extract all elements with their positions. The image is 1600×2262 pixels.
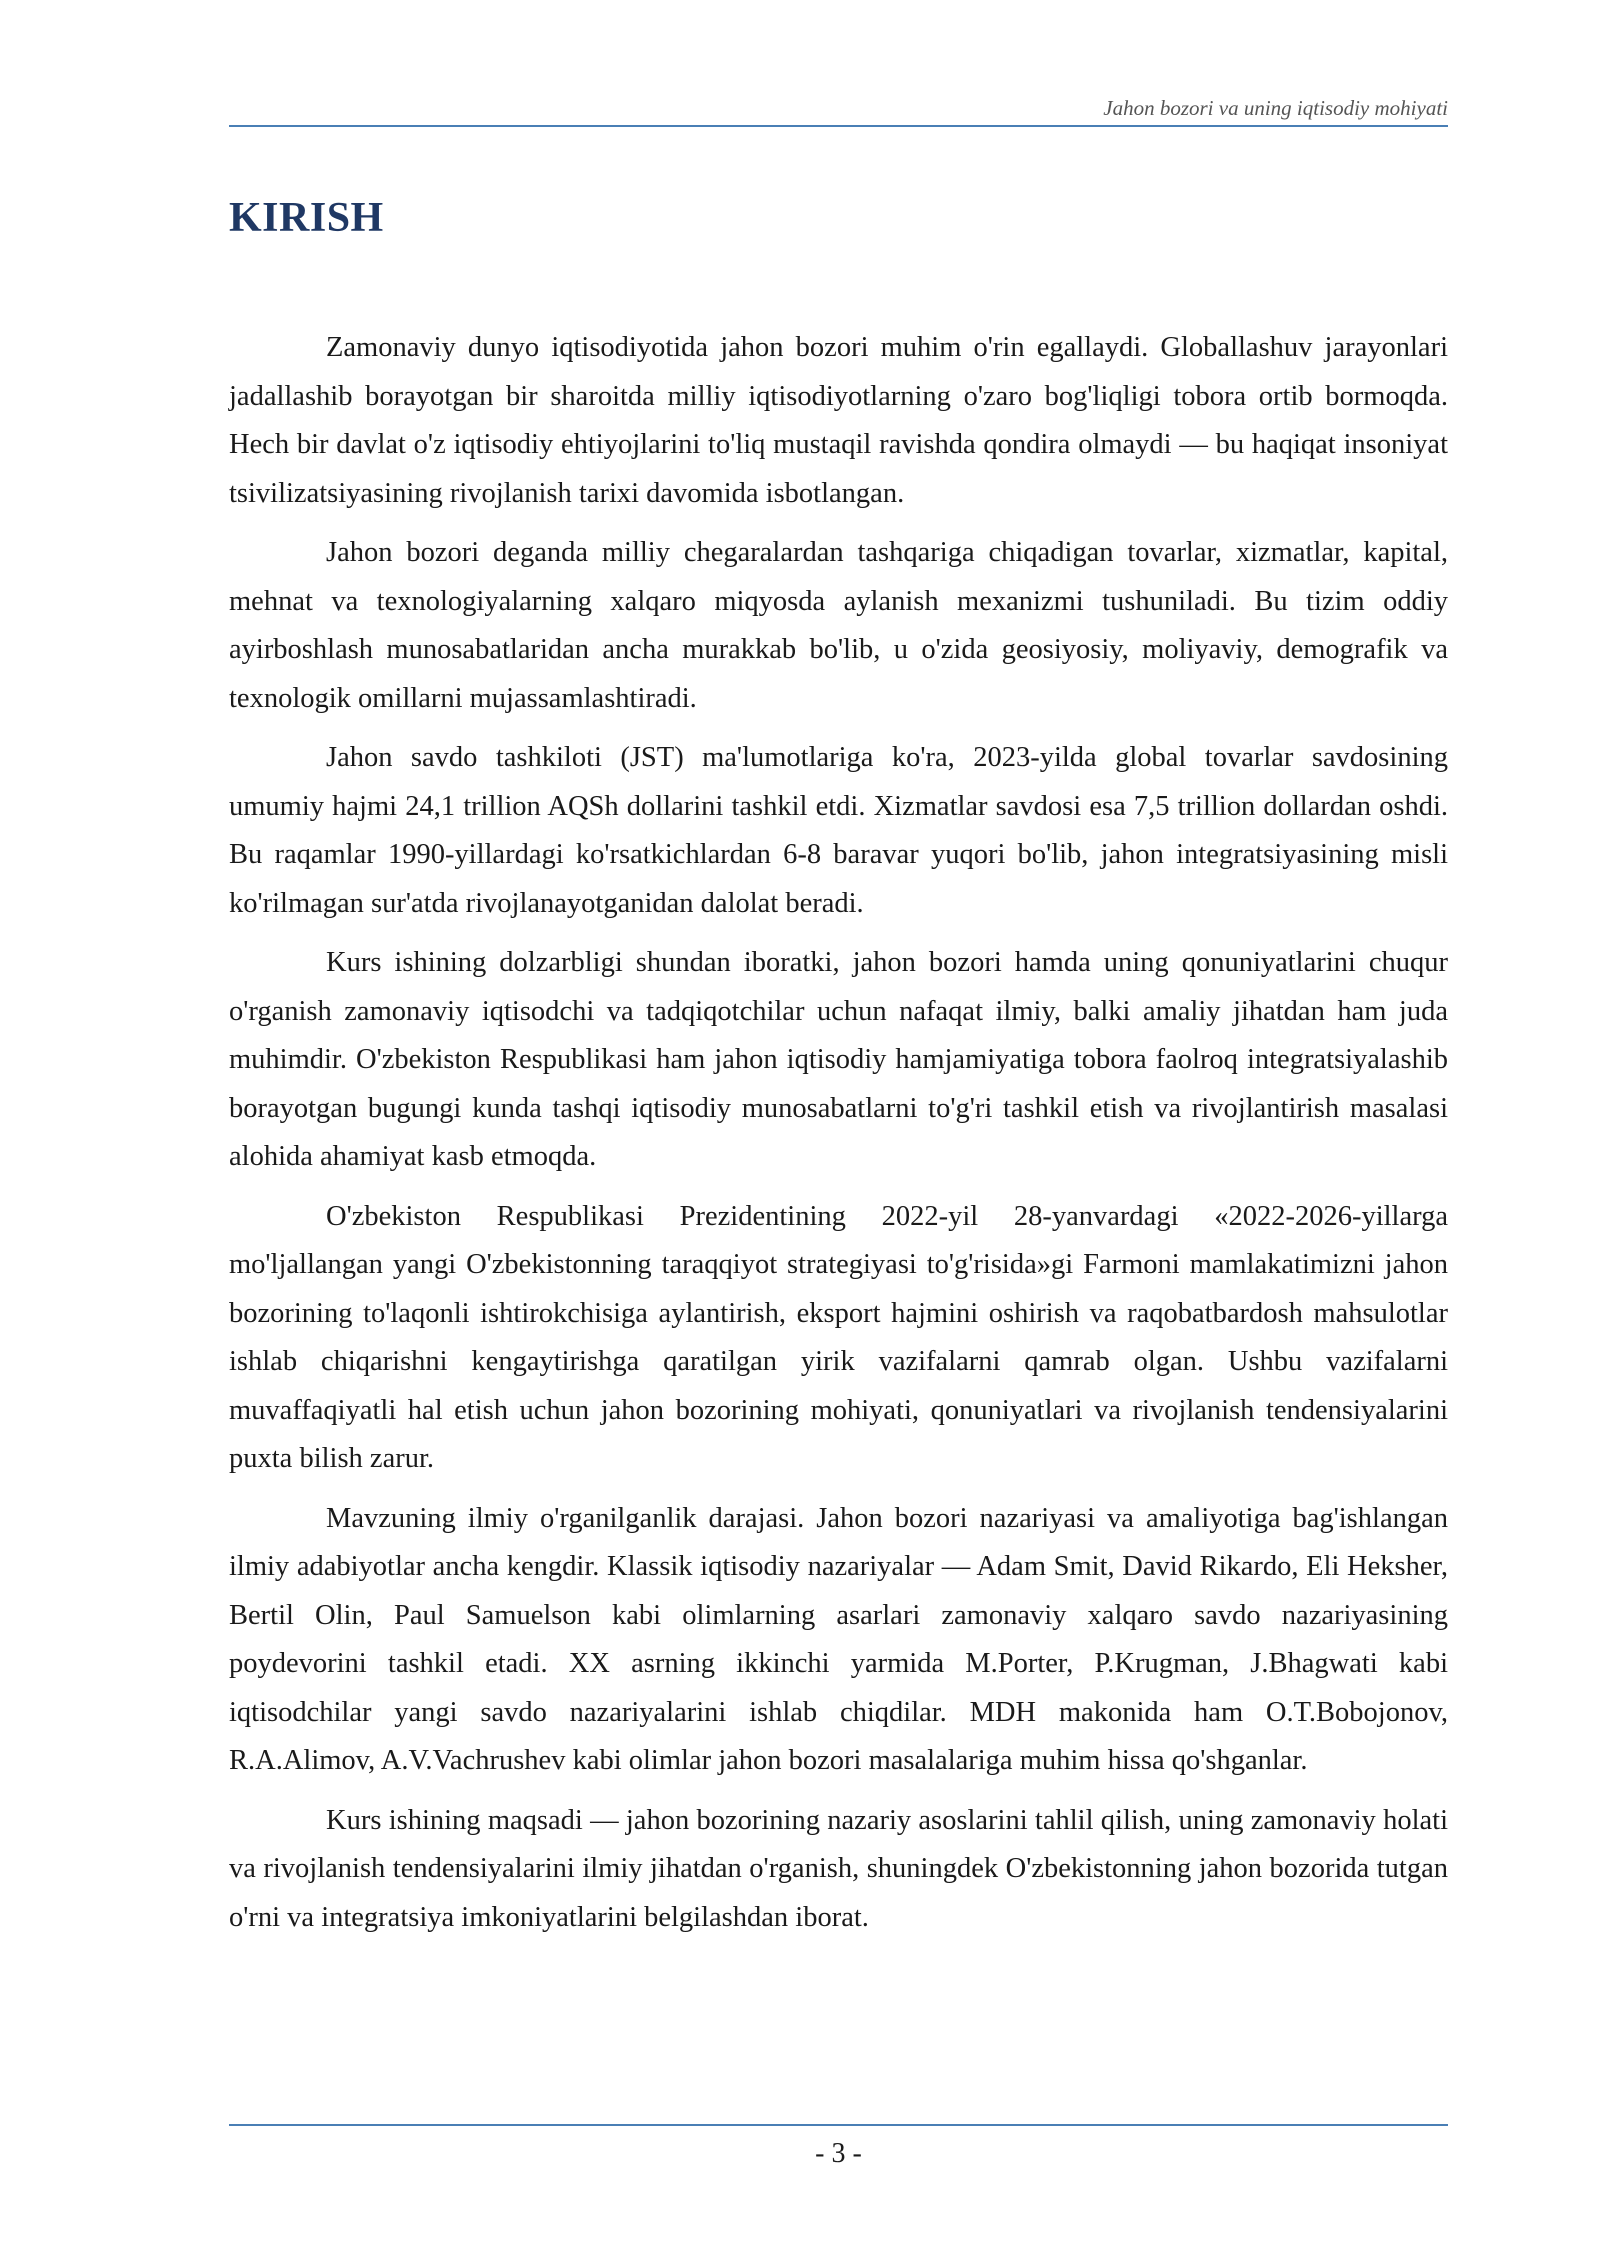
paragraph: Jahon savdo tashkiloti (JST) ma'lumotlariga ko'ra, 2023-yilda global tovarlar savdosining umumiy hajmi 24,1 trillion AQSh dollarini tashkil etdi. Xizmatlar savdosi esa 7,5 trillion dollardan oshdi. Bu raqamlar 1990-yillardagi ko'rsatkichlardan 6-8 baravar yuqori bo'lib, jahon integratsiyasining misli ko'rilmagan sur'atda rivojlanayotganidan dalolat beradi. (229, 742, 1448, 919)
header-rule (229, 125, 1448, 127)
paragraph: Kurs ishining maqsadi — jahon bozorining nazariy asoslarini tahlil qilish, uning zamonaviy holati va rivojlanish tendensiyalarini ilmiy jihatdan o'rganish, shuningdek O'zbekistonning jahon bozorida tutgan o'rni va integratsiya imkoniyatlarini belgilashdan iborat. (229, 1804, 1448, 1933)
page-number: - 3 - (815, 2138, 862, 2169)
paragraph: Kurs ishining dolzarbligi shundan iboratki, jahon bozori hamda uning qonuniyatlarini chuqur o'rganish zamonaviy iqtisodchi va tadqiqotchilar uchun nafaqat ilmiy, balki amaliy jihatdan ham juda muhimdir. O'zbekiston Respublikasi ham jahon iqtisodiy hamjamiyatiga tobora faolroq integratsiyalashib borayotgan bugungi kunda tashqi iqtisodiy munosabatlarni to'g'ri tashkil etish va rivojlantirish masalasi alohida ahamiyat kasb etmoqda. (229, 947, 1448, 1172)
paragraph: Jahon bozori deganda milliy chegaralardan tashqariga chiqadigan tovarlar, xizmatlar, kapital, mehnat va texnologiyalarning xalqaro miqyosda aylanish mexanizmi tushuniladi. Bu tizim oddiy ayirboshlash munosabatlaridan ancha murakkab bo'lib, u o'zida geosiyosiy, moliyaviy, demografik va texnologik omillarni mujassamlashtiradi. (229, 537, 1448, 714)
paragraph: O'zbekiston Respublikasi Prezidentining 2022-yil 28-yanvardagi «2022-2026-yillarga mo'ljallangan yangi O'zbekistonning taraqqiyot strategiyasi to'g'risida»gi Farmoni mamlakatimizni jahon bozorining to'laqonli ishtirokchisiga aylantirish, eksport hajmini oshirish va raqobatbardosh mahsulotlar ishlab chiqarishni kengaytirishga qaratilgan yirik vazifalarni qamrab olgan. Ushbu vazifalarni muvaffaqiyatli hal etish uchun jahon bozorining mohiyati, qonuniyatlari va rivojlanish tendensiyalarini puxta bilish zarur. (229, 1200, 1448, 1474)
footer-rule (229, 2124, 1448, 2126)
running-header: Jahon bozori va uning iqtisodiy mohiyati (1103, 96, 1448, 120)
paragraph: Zamonaviy dunyo iqtisodiyotida jahon bozori muhim o'rin egallaydi. Globallashuv jarayonlari jadallashib borayotgan bir sharoitda milliy iqtisodiyotlarning o'zaro bog'liqligi tobora ortib bormoqda. Hech bir davlat o'z iqtisodiy ehtiyojlarini to'liq mustaqil ravishda qondira olmaydi — bu haqiqat insoniyat tsivilizatsiyasining rivojlanish tarixi davomida isbotlangan. (229, 332, 1448, 509)
body-text (229, 324, 1448, 1953)
section-title: KIRISH (229, 195, 384, 241)
paragraph: Mavzuning ilmiy o'rganilganlik darajasi. Jahon bozori nazariyasi va amaliyotiga bag'ishlangan ilmiy adabiyotlar ancha kengdir. Klassik iqtisodiy nazariyalar — Adam Smit, David Rikardo, Eli Heksher, Bertil Olin, Paul Samuelson kabi olimlarning asarlari zamonaviy xalqaro savdo nazariyasining poydevorini tashkil etadi. XX asrning ikkinchi yarmida M.Porter, P.Krugman, J.Bhagwati kabi iqtisodchilar yangi savdo nazariyalarini ishlab chiqdilar. MDH makonida ham O.T.Bobojonov, R.A.Alimov, A.V.Vachrushev kabi olimlar jahon bozori masalalariga muhim hissa qo'shganlar. (229, 1502, 1448, 1776)
